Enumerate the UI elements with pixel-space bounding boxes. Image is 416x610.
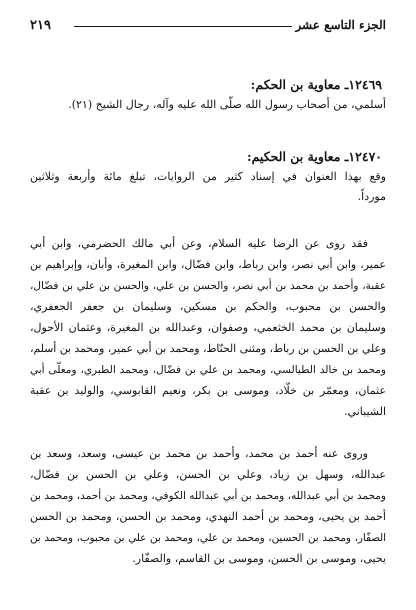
entry-text-line: أسلمي، من أصحاب رسول الله صلّى الله عليه وآله، رجال الشيخ (٢١). (68, 98, 386, 111)
page-number: ٢١٩ (30, 18, 51, 33)
paragraph-line: عقبة، وأحمد بن محمد بن أبي نصر، والحسن بن علي، والحسن بن علي بن فضّال، (30, 280, 386, 292)
header-rule (74, 26, 292, 27)
paragraph-line: ومحمد بن خالد الطيالسي، ومحمد بن علي بن فضّال، ومحمد الطبري، ومعلّى أبي (30, 364, 386, 376)
paragraph-line: الشيباني. (344, 405, 386, 418)
paragraph-line: وسليمان بن محمد الخثعمي، وصفوان، وعبدالله بن المغيرة، وعثمان الأحول، (30, 321, 386, 334)
running-title: الجزء التاسع عشر (295, 18, 386, 32)
paragraph-line: ومحمد بن أبي عبدالله، ومحمد بن أبي عبدالله الكوفي، ومحمد بن أحمد، ومحمد بن (30, 490, 386, 502)
entry-heading: ١٢٤٧٠ـ معاوية بن الحكيم: (246, 149, 382, 164)
paragraph-line: وعلي بن الحسن بن رباط، ومثنى الحنّاط، ومحمد بن أبي عمير، ومحمد بن أسلم، (30, 342, 386, 355)
paragraph-line: الصفّار، ومحمد بن الحسين، ومحمد بن علي، ومحمد بن علي بن محبوب، ومحمد بن (30, 532, 386, 544)
paragraph-line: والحسن بن محبوب، والحكم بن مسكين، وسليمان بن جعفر الجعفري، (30, 300, 386, 313)
entry-text-line: وقع بهذا العنوان في إسناد كثير من الروايات، تبلغ مائة وأربعة وثلاثين (30, 170, 386, 183)
paragraph-line: عثمان، ومعمّر بن خلّاد، وموسى بن بكر، ونعيم القابوسي، والوليد بن عقبة (30, 384, 386, 397)
paragraph-line: أحمد بن يحيى، ومحمد بن أحمد النهدي، ومحمد بن الحسن، ومحمد بن الحسن (30, 510, 386, 523)
running-header (30, 18, 386, 40)
paragraph-line: وروى عنه أحمد بن محمد، وأحمد بن محمد بن عيسى، وسعد، وسعد بن (30, 447, 368, 460)
paragraph-line: يحيى، وموسى بن الحسن، وموسى بن القاسم، والصفّار. (132, 552, 386, 565)
entry-heading: ١٢٤٦٩ـ معاوية بن الحكم: (250, 77, 382, 92)
entry-text-line: مورداً. (357, 190, 386, 203)
paragraph-line: عمير، وابن أبي نصر، وابن رباط، وابن فضّال، وابن المغيرة، وأبان، وإبراهيم بن (30, 258, 386, 271)
paragraph-line: فقد روى عن الرضا عليه السلام، وعن أبي مالك الحضرمي، وابن أبي (30, 237, 368, 250)
paragraph-line: عبدالله، وسهل بن زياد، وعلي بن الحسن، وعلي بن الحسن بن فضّال، (30, 468, 386, 481)
